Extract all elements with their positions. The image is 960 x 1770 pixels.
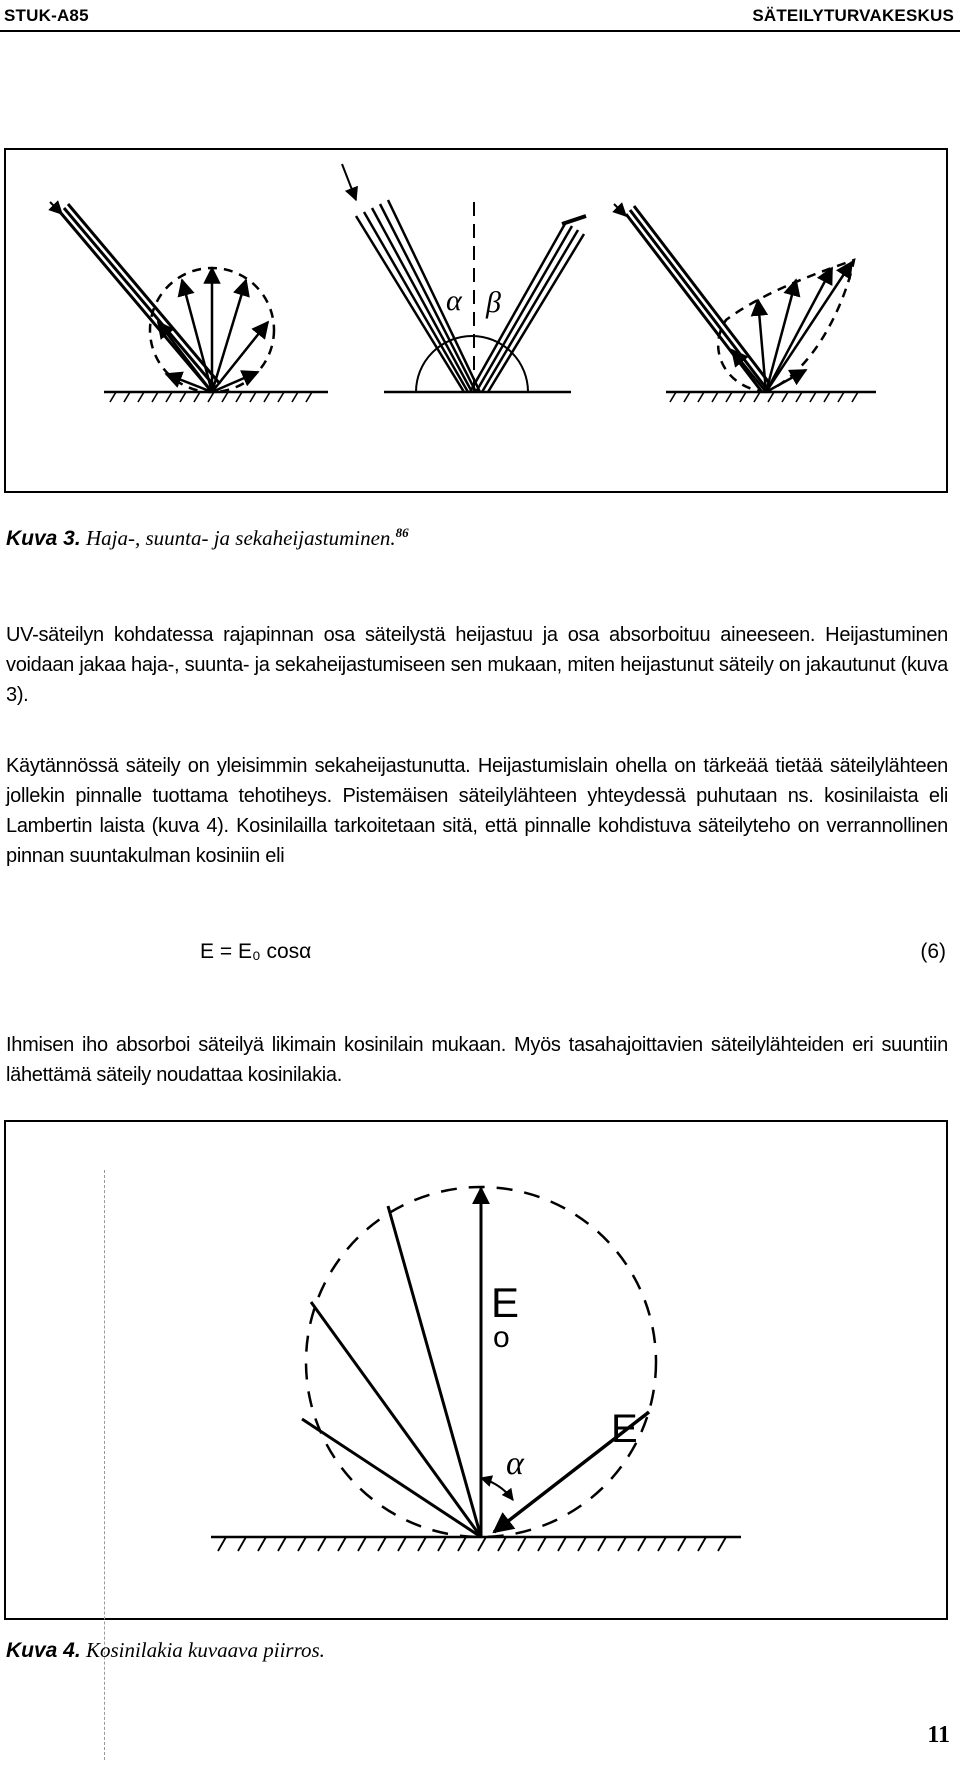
paragraph-skin-absorption: Ihmisen iho absorboi säteilyä likimain kosinilain mukaan. Myös tasahajoittavien säteilylähteiden eri suuntiin lähettämä säteily noudattaa kosinilakia. — [6, 1034, 948, 1086]
equation-number: (6) — [920, 940, 946, 963]
e0-subscript: o — [493, 1321, 510, 1354]
figure-4-caption-text: Kosinilakia kuvaava piirros. — [80, 1638, 325, 1662]
header-rule — [0, 30, 960, 32]
paragraph-cosine-law: Käytännössä säteily on yleisimmin sekaheijastunutta. Heijastumislain ohella on tärkeää tietää säteilylähteen jollekin pinnalle tuottama tehotiheys. Pistemäisen säteilylähteen yhteydessä puhutaan ns. kosinilaista eli Lambertin laista (kuva 4). Kosinilailla tarkoitetaan sitä, että pinnalle kohdistuva säteilyteho on verrannollinen pinnan suuntakulman kosiniin eli — [6, 755, 948, 867]
mixed-reflection-diagram — [614, 204, 876, 402]
e0-label: E — [491, 1279, 520, 1326]
paragraph-reflection-intro: UV-säteilyn kohdatessa rajapinnan osa säteilystä heijastuu ja osa absorboituu aineeseen. Heijastuminen voidaan jakaa haja-, suunta- ja sekaheijastumiseen sen mukaan, miten heijastunut säteily on jakautunut (kuva 3). — [6, 624, 948, 706]
e-label: E — [611, 1407, 638, 1451]
angle-alpha-label: α — [446, 284, 462, 317]
scan-margin-line — [104, 1170, 107, 1760]
figure-3-reference: 86 — [395, 525, 409, 540]
figure-4-cosine-law — [4, 1120, 948, 1620]
diffuse-reflection-diagram — [50, 202, 328, 402]
header-report-id: STUK-A85 — [4, 6, 89, 25]
header-organization: SÄTEILYTURVAKESKUS — [752, 6, 954, 25]
figure-3-caption — [6, 525, 409, 551]
figure-3-reflection-types — [4, 148, 948, 493]
page-number: 11 — [927, 1722, 950, 1748]
angle-beta-label: β — [486, 286, 501, 319]
figure-4-drawing — [6, 1122, 946, 1618]
figure-4-caption — [6, 1638, 325, 1663]
figure-4-caption-label: Kuva 4. — [6, 1639, 81, 1662]
figure-3-drawing — [6, 150, 946, 491]
figure-3-caption-label: Kuva 3. — [6, 527, 81, 550]
figure-3-caption-text: Haja-, suunta- ja sekaheijastuminen. — [80, 526, 396, 550]
alpha-label: α — [506, 1445, 524, 1482]
equation-6: E = E₀ cosα — [200, 940, 312, 963]
specular-reflection-diagram — [342, 164, 586, 392]
